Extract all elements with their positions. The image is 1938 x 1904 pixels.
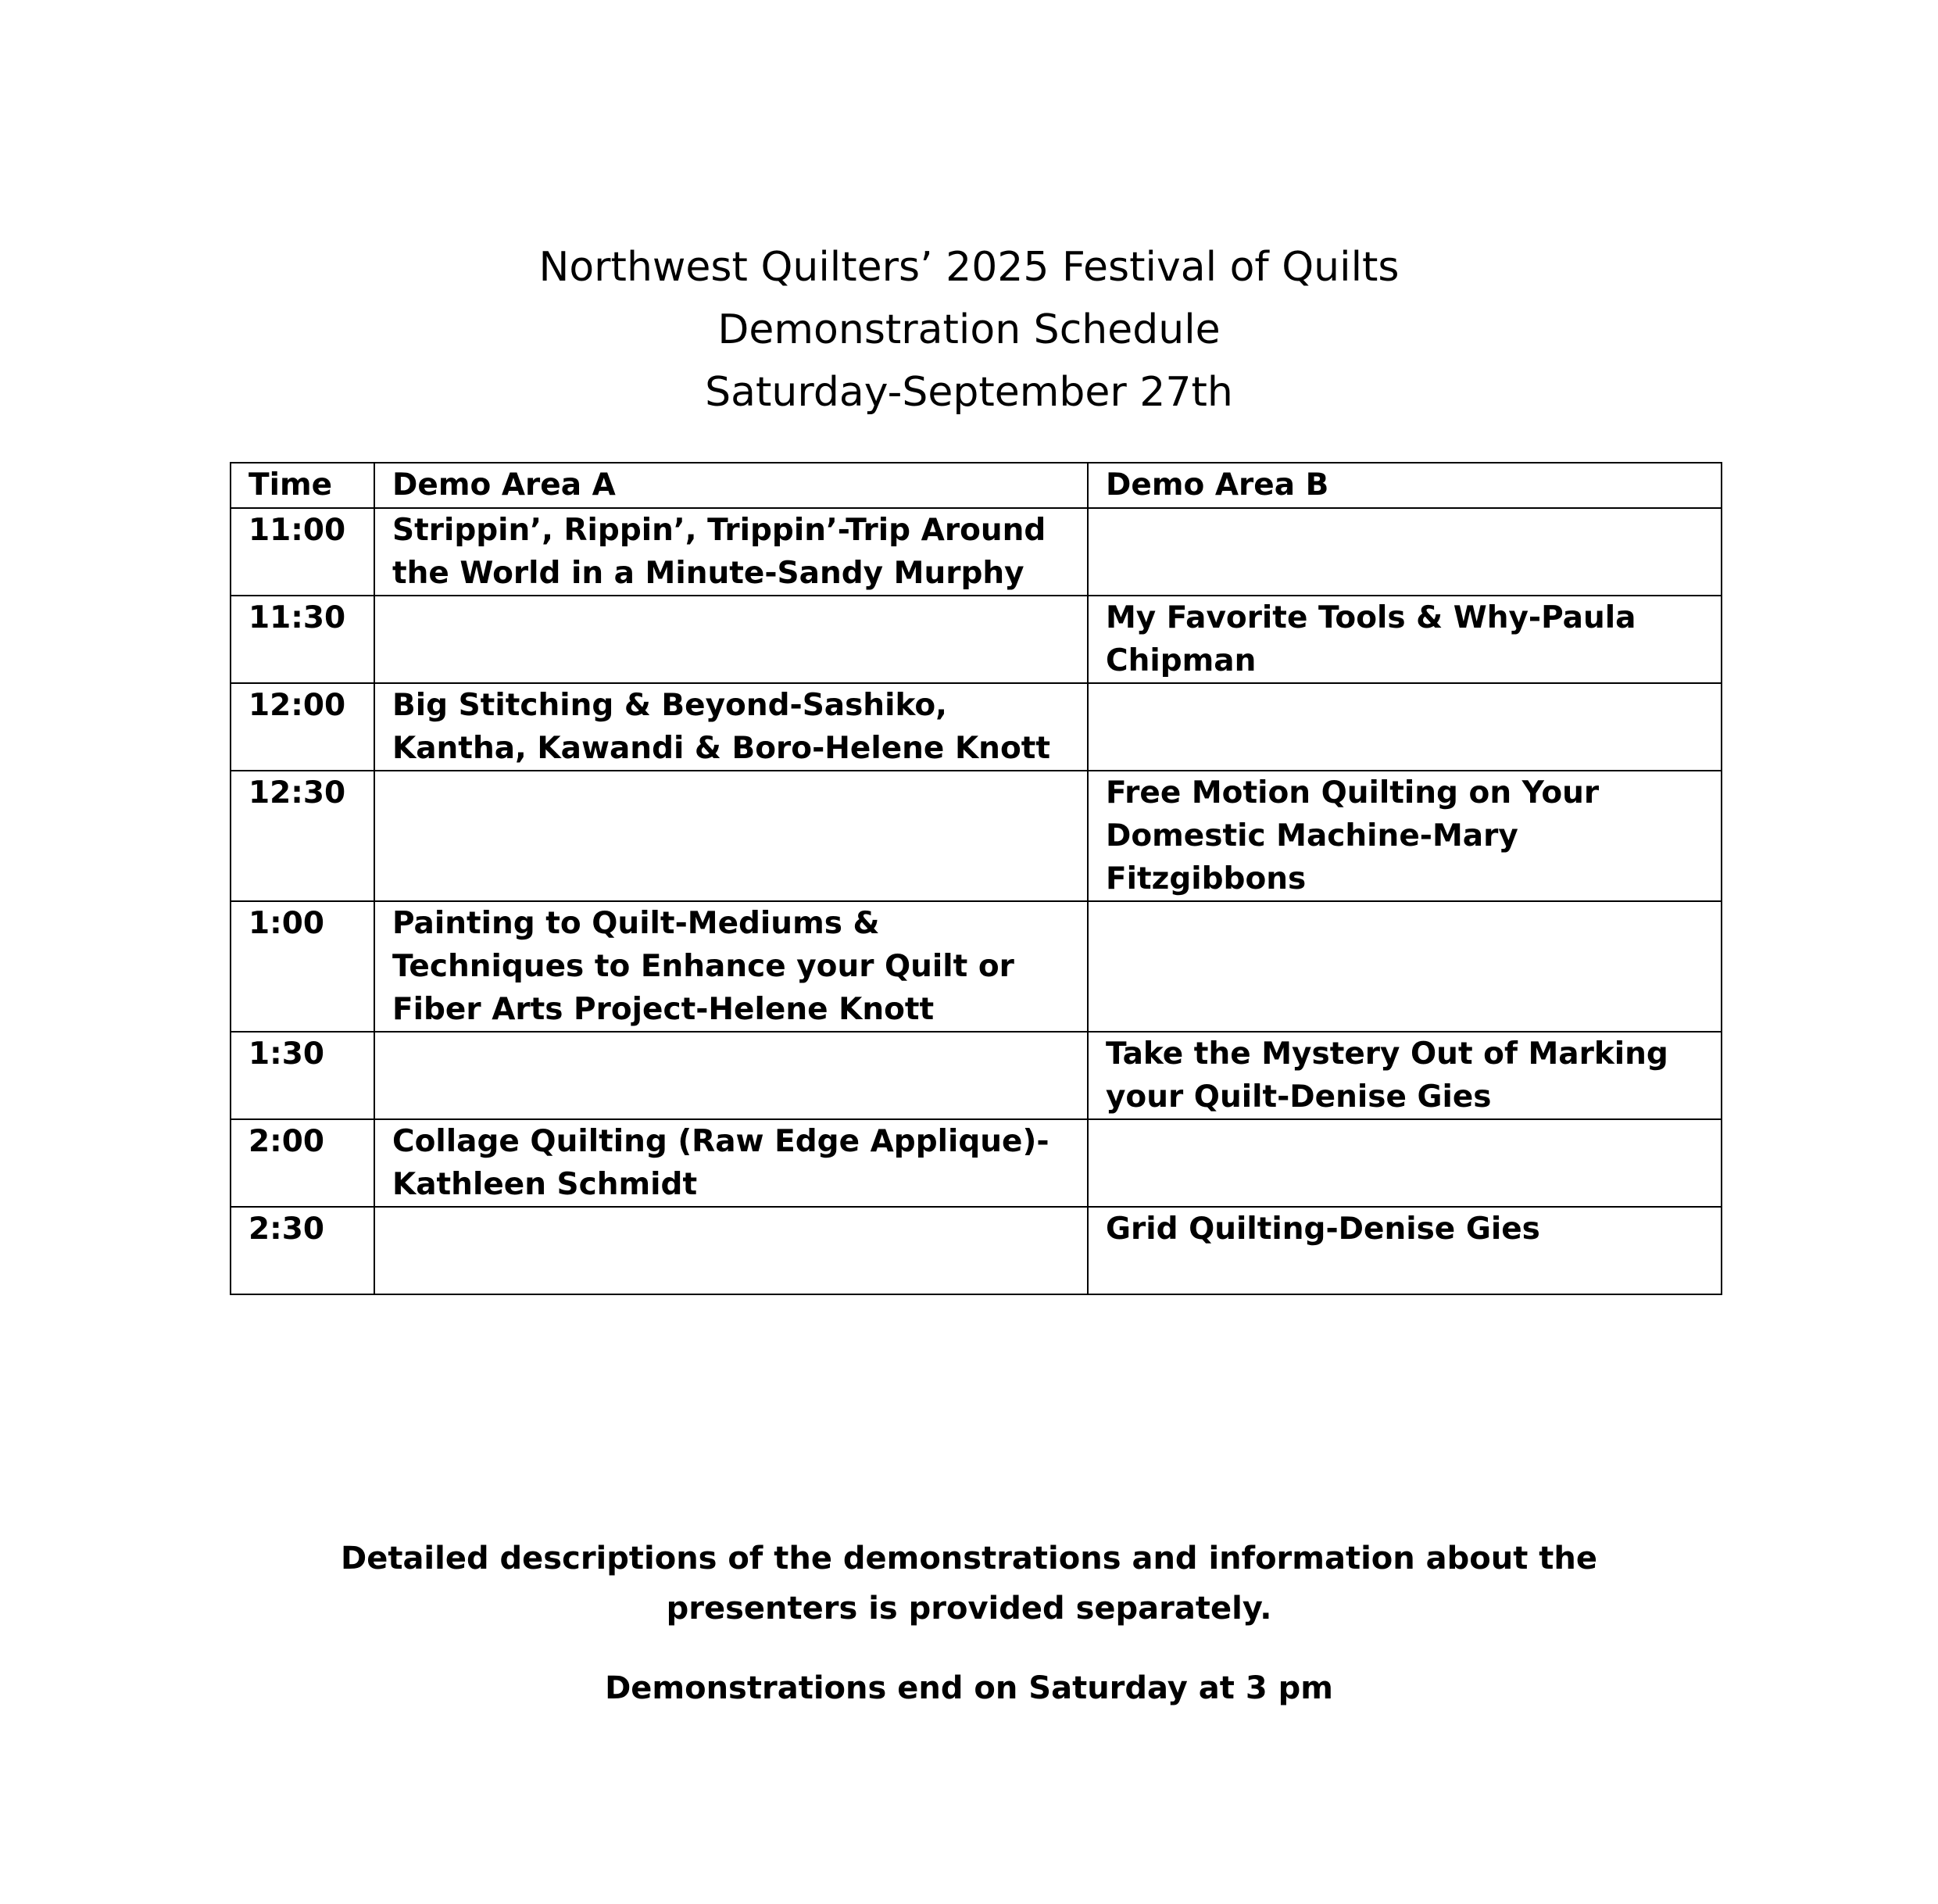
cell-demo-b: Take the Mystery Out of Marking your Quilt-Denise Gies xyxy=(1088,1032,1722,1119)
header-time: Time xyxy=(231,463,374,508)
page-title xyxy=(0,236,1938,424)
cell-demo-b xyxy=(1088,1119,1722,1207)
title-line-date: Saturday-September 27th xyxy=(705,369,1233,416)
cell-demo-a xyxy=(374,1032,1088,1119)
cell-demo-a xyxy=(374,596,1088,683)
cell-demo-b xyxy=(1088,683,1722,771)
cell-time: 2:30 xyxy=(231,1207,374,1294)
table-row xyxy=(231,1119,1722,1207)
end-time-note: Demonstrations end on Saturday at 3 pm xyxy=(605,1670,1333,1706)
cell-time: 12:30 xyxy=(231,771,374,901)
table-row xyxy=(231,771,1722,901)
cell-demo-b xyxy=(1088,508,1722,596)
cell-demo-b: Grid Quilting-Denise Gies xyxy=(1088,1207,1722,1294)
cell-time: 1:00 xyxy=(231,901,374,1032)
cell-time: 11:30 xyxy=(231,596,374,683)
cell-demo-a xyxy=(374,771,1088,901)
table-row xyxy=(231,596,1722,683)
table-row xyxy=(231,683,1722,771)
header-demo-area-a: Demo Area A xyxy=(374,463,1088,508)
cell-time: 12:00 xyxy=(231,683,374,771)
cell-demo-a: Strippin’, Rippin’, Trippin’-Trip Around the World in a Minute-Sandy Murphy xyxy=(374,508,1088,596)
table-header-row xyxy=(231,463,1722,508)
title-line-schedule: Demonstration Schedule xyxy=(717,306,1221,353)
cell-demo-a: Collage Quilting (Raw Edge Applique)-Kathleen Schmidt xyxy=(374,1119,1088,1207)
descriptions-note: Detailed descriptions of the demonstrations and information about the presenters is provided separately. xyxy=(340,1541,1598,1627)
cell-time: 11:00 xyxy=(231,508,374,596)
table-row xyxy=(231,901,1722,1032)
title-line-event: Northwest Quilters’ 2025 Festival of Quilts xyxy=(538,244,1400,291)
cell-demo-b xyxy=(1088,901,1722,1032)
header-demo-area-b: Demo Area B xyxy=(1088,463,1722,508)
table-row xyxy=(231,508,1722,596)
table-row xyxy=(231,1207,1722,1294)
cell-demo-a: Painting to Quilt-Mediums & Techniques to Enhance your Quilt or Fiber Arts Project-Helene Knott xyxy=(374,901,1088,1032)
cell-demo-a: Big Stitching & Beyond-Sashiko, Kantha, Kawandi & Boro-Helene Knott xyxy=(374,683,1088,771)
cell-demo-b: My Favorite Tools & Why-Paula Chipman xyxy=(1088,596,1722,683)
schedule-table xyxy=(230,462,1722,1295)
cell-time: 1:30 xyxy=(231,1032,374,1119)
table-row xyxy=(231,1032,1722,1119)
cell-demo-b: Free Motion Quilting on Your Domestic Machine-Mary Fitzgibbons xyxy=(1088,771,1722,901)
cell-time: 2:00 xyxy=(231,1119,374,1207)
cell-demo-a xyxy=(374,1207,1088,1294)
